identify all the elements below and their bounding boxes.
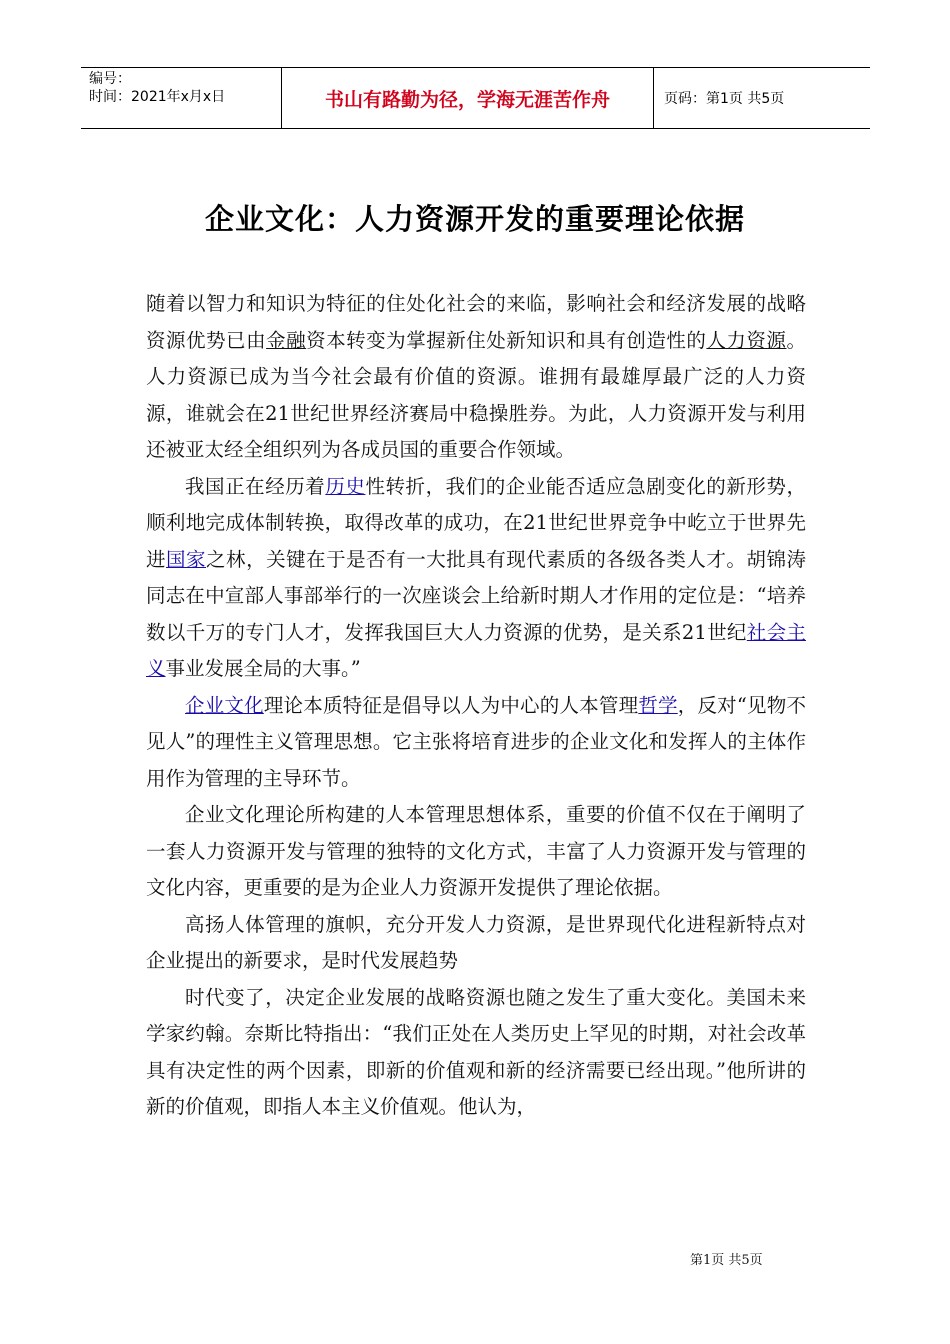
document-title: 企业文化：人力资源开发的重要理论依据 [204, 202, 745, 236]
text-run: 资本转变为掌握新住处新知识和具有创造性的 [306, 328, 707, 352]
link-philosophy[interactable]: 哲学 [638, 693, 678, 717]
paragraph-2 [146, 469, 806, 688]
text-run: ，反对“见物不见人”的理性主义管理思想。它主张将培育进步的企业文化和发挥人的主体作用作为管理的主导环节。 [146, 693, 806, 790]
link-socialism[interactable]: 社会主义 [146, 620, 806, 680]
text-run: 之林，关键在于是否有一大批具有现代素质的各级各类人才。胡锦涛同志在中宣部人事部举行的一次座谈会上给新时期人才作用的定位是：“培养数以千万的专门人才，发挥我国巨大人力资源的优势，是关系21世纪 [146, 547, 806, 644]
paragraph-5: 高扬人体管理的旗帜，充分开发人力资源，是世界现代化进程新特点对企业提出的新要求，是时代发展趋势 [146, 912, 806, 972]
paragraph-4: 企业文化理论所构建的人本管理思想体系，重要的价值不仅在于阐明了一套人力资源开发与管理的独特的文化方式，丰富了人力资源开发与管理的文化内容，更重要的是为企业人力资源开发提供了理论依据。 [146, 803, 806, 899]
header-meta [81, 68, 281, 128]
paragraph-6: 时代变了，决定企业发展的战略资源也随之发生了重大变化。美国未来学家约翰。奈斯比特指出：“我们正处在人类历史上罕见的时期，对社会改革具有决定性的两个因素，即新的价值观和新的经济需要已经出现。”他所讲的新的价值观，即指人本主义价值观。他认为， [146, 985, 806, 1118]
page-header [81, 67, 870, 129]
text-run: 随着以智力和知识为特征的住处化社会的来临，影响社会和经济发展的战略资源优势已由 [146, 292, 806, 352]
link-human-resources[interactable]: 人力资源 [706, 328, 787, 352]
link-finance[interactable]: 金融 [266, 328, 307, 352]
header-number: 编号： [89, 71, 131, 87]
text-run: 。人力资源已成为当今社会最有价值的资源。谁拥有最雄厚最广泛的人力资源，谁就会在21世纪世界经济赛局中稳操胜券。为此，人力资源开发与利用还被亚太经全组织列为各成员国的重要合作领域。 [146, 328, 806, 461]
link-country[interactable]: 国家 [166, 547, 207, 571]
text-run: 理论本质特征是倡导以人为中心的人本管理 [263, 693, 639, 717]
paragraph-1 [146, 286, 806, 469]
text-run: 性转折，我们的企业能否适应急剧变化的新形势，顺利地完成体制转换，取得改革的成功，在21世纪世界竞争中屹立于世界先进 [146, 474, 806, 571]
text-run: 事业发展全局的大事。” [165, 657, 361, 680]
header-time: 时间：2021年x月x日 [89, 89, 226, 105]
page-footer: 第1页 共5页 [690, 1253, 763, 1268]
header-page-number: 页码：第1页 共5页 [664, 91, 785, 107]
link-corporate-culture[interactable]: 企业文化 [185, 693, 264, 717]
text-run: 我国正在经历着 [185, 474, 326, 498]
header-motto: 书山有路勤为径，学海无涯苦作舟 [281, 68, 654, 128]
document-body [146, 286, 806, 1126]
link-history[interactable]: 历史 [325, 474, 366, 498]
paragraph-3 [146, 688, 806, 798]
